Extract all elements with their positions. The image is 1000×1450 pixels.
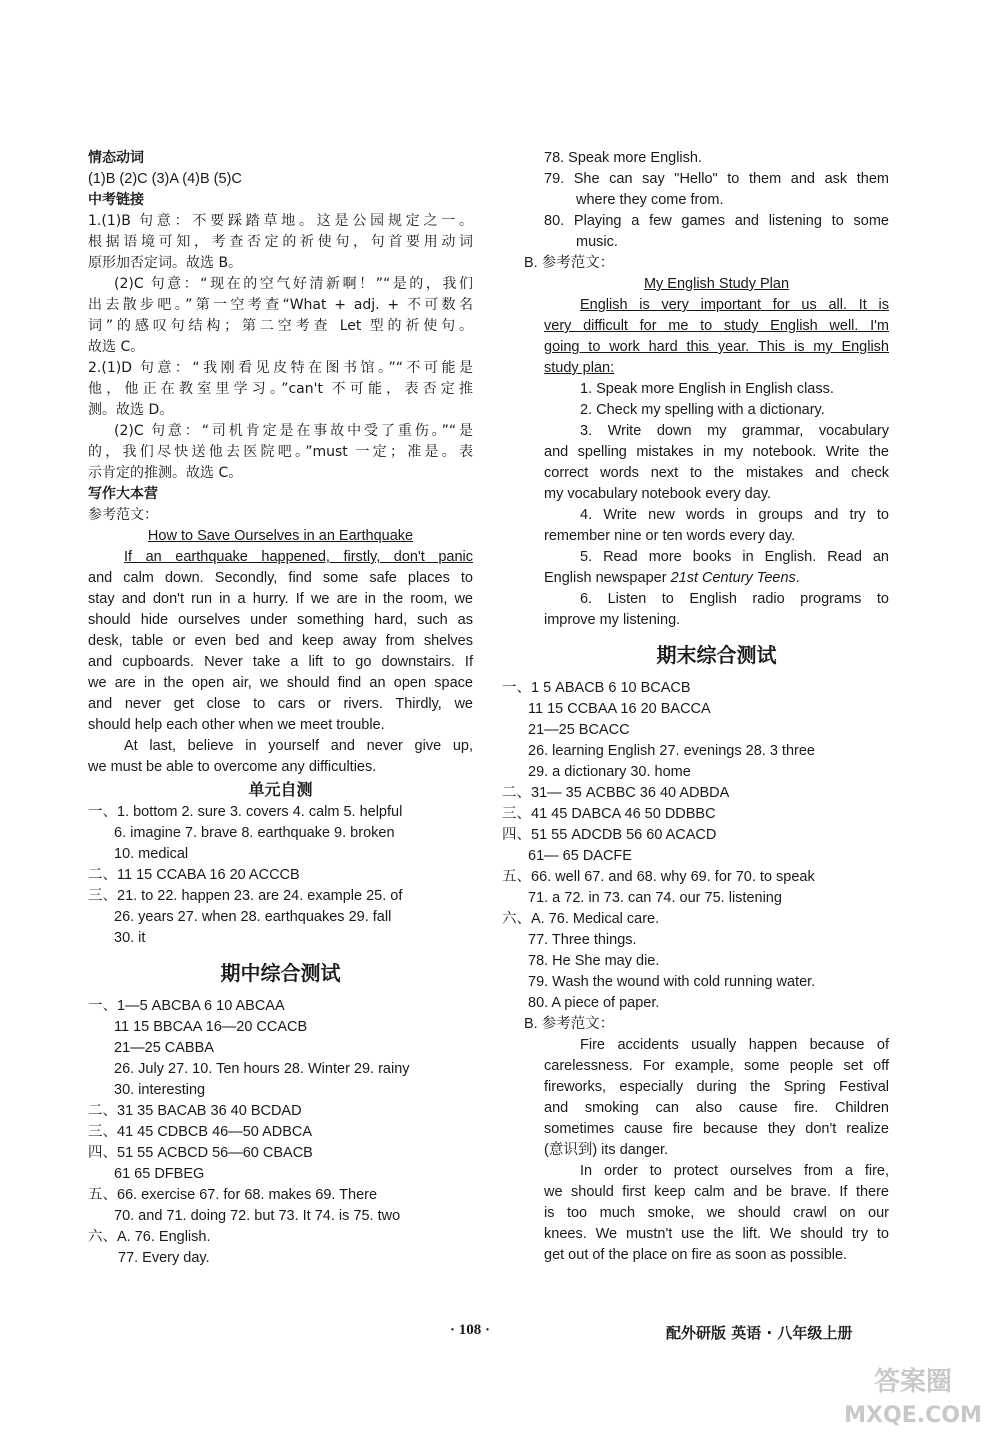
final-heading: 期末综合测试 (656, 643, 777, 667)
exam-link-line: (2)C 句意：“司机肯定是在事故中受了重伤。”“是 (114, 423, 473, 439)
final-line: 四、51 55 ADCDB 56 60 ACACD (502, 827, 717, 843)
exam-link-line: 测。故选 D。 (88, 402, 174, 418)
final-essay-line: we should first keep calm and be brave. If there (544, 1184, 889, 1200)
final-line: 五、66. well 67. and 68. why 69. for 70. to speak (502, 869, 815, 885)
unit-test-line: 6. imagine 7. brave 8. earthquake 9. broken (114, 825, 395, 841)
final-line: 78. He She may die. (528, 953, 660, 969)
study-plan-line: improve my listening. (544, 612, 681, 628)
midterm-line: 21—25 CABBA (114, 1040, 214, 1056)
newspaper-name: 21st Century Teens (670, 570, 796, 586)
essay-line: should hide ourselves under something hard, such as (88, 612, 473, 628)
final-line: 79. Wash the wound with cold running water. (528, 974, 816, 990)
final-essay-line: In order to protect ourselves from a fire, (580, 1163, 889, 1179)
study-plan-line: 3. Write down my grammar, vocabulary (580, 423, 889, 439)
exam-link-line: 示肯定的推测。故选 C。 (88, 465, 243, 481)
midterm-line: 61 65 DFBEG (114, 1166, 205, 1182)
midterm-line: 26. July 27. 10. Ten hours 28. Winter 29. rainy (114, 1061, 410, 1077)
watermark-url: MXQE.COM (844, 1403, 982, 1428)
study-plan-line: remember nine or ten words every day. (544, 528, 796, 544)
final-line: 26. learning English 27. evenings 28. 3 three (528, 743, 815, 759)
essay-line: we are in the open air, we should find an open space (88, 675, 473, 691)
study-plan-line: 5. Read more books in English. Read an (580, 549, 889, 565)
unit-test-line: 26. years 27. when 28. earthquakes 29. fall (114, 909, 392, 925)
watermark-logo (838, 1365, 988, 1445)
midterm-answer-line: 78. Speak more English. (544, 150, 702, 166)
midterm-line: 四、51 55 ACBCD 56—60 CBACB (88, 1145, 313, 1161)
midterm-line: 77. Every day. (118, 1250, 210, 1266)
final-line: 80. A piece of paper. (528, 995, 660, 1011)
exam-link-line: 根据语境可知，考查否定的祈使句，句首要用动词 (88, 234, 473, 250)
study-plan-line: study plan: (544, 360, 615, 376)
unit-test-line: 二、11 15 CCABA 16 20 ACCCB (88, 867, 300, 883)
study-plan-line: very difficult for me to study English well. I'm (544, 318, 889, 334)
left-column (88, 148, 473, 1269)
exam-link-line: 词”的感叹句结构；第二空考查 Let 型的祈使句。 (88, 318, 473, 334)
final-line: 77. Three things. (528, 932, 637, 948)
study-plan-line: my vocabulary notebook every day. (544, 486, 772, 502)
exam-link-line: 出去散步吧。”第一空考查“What + adj. + 不可数名 (88, 297, 473, 313)
essay-line: stay and don't run in a hurry. If we are in the room, we (88, 591, 473, 607)
study-plan-line: English is very important for us all. It is (580, 297, 889, 313)
midterm-line: 三、41 45 CDBCB 46—50 ADBCA (88, 1124, 313, 1140)
watermark-text: 答案圈 (873, 1367, 952, 1397)
midterm-line: 11 15 BBCAA 16—20 CCACB (114, 1019, 308, 1035)
study-plan-line: and spelling mistakes in my notebook. Write the (544, 444, 889, 460)
essay-line: desk, table or even bed and keep away from shelves (88, 633, 473, 649)
study-plan-line (544, 568, 889, 589)
exam-link-line: 1.(1)B 句意：不要踩踏草地。这是公园规定之一。 (88, 213, 473, 229)
modal-verbs-answers: (1)B (2)C (3)A (4)B (5)C (88, 171, 242, 187)
midterm-line: 五、66. exercise 67. for 68. makes 69. There (88, 1187, 378, 1203)
unit-test-line: 10. medical (114, 846, 189, 862)
midterm-line: 70. and 71. doing 72. but 73. It 74. is 75. two (114, 1208, 401, 1224)
final-line: 29. a dictionary 30. home (528, 764, 691, 780)
newspaper-end: . (795, 570, 800, 586)
final-essay-line: get out of the place on fire as soon as possible. (544, 1247, 848, 1263)
study-plan-text: English newspaper (544, 570, 671, 586)
final-line: 11 15 CCBAA 16 20 BACCA (528, 701, 711, 717)
essay-line: and calm down. Secondly, find some safe places to (88, 570, 473, 586)
book-info: 配外研版 英语 · 八年级上册 (666, 1324, 853, 1342)
essay-line: and never get close to cars or rivers. Thirdly, we (88, 696, 473, 712)
exam-link-line: 故选 C。 (88, 339, 145, 355)
writing-heading: 写作大本营 (88, 486, 158, 502)
essay-title: How to Save Ourselves in an Earthquake (147, 528, 414, 544)
final-essay-line: is too much smoke, we should crawl on our (544, 1205, 889, 1221)
final-line: 三、41 45 DABCA 46 50 DDBBC (502, 806, 716, 822)
exam-link-heading: 中考链接 (88, 192, 144, 208)
study-plan-line: 1. Speak more English in English class. (580, 381, 834, 397)
final-line: 一、1 5 ABACB 6 10 BCACB (502, 680, 691, 696)
midterm-answer-line: music. (576, 234, 618, 250)
exam-link-line: 的，我们尽快送他去医院吧。”must 一定；准是。表 (88, 444, 473, 460)
exam-link-line: 原形加否定词。故选 B。 (88, 255, 243, 271)
final-essay-line: sometimes cause fire because they don't realize (544, 1121, 889, 1137)
final-line: 二、31— 35 ACBBC 36 40 ADBDA (502, 785, 730, 801)
final-line: B. 参考范文： (524, 1016, 615, 1032)
modal-verbs-heading: 情态动词 (88, 150, 144, 166)
final-line: 61— 65 DACFE (528, 848, 632, 864)
study-plan-title: My English Study Plan (643, 276, 790, 292)
midterm-line: 30. interesting (114, 1082, 206, 1098)
exam-link-line: (2)C 句意：“现在的空气好清新啊！”“是的，我们 (114, 276, 473, 292)
study-plan-line: 6. Listen to English radio programs to (580, 591, 889, 607)
final-line: 71. a 72. in 73. can 74. our 75. listening (528, 890, 782, 906)
midterm-line: 一、1—5 ABCBA 6 10 ABCAA (88, 998, 285, 1014)
final-line: 21—25 BCACC (528, 722, 630, 738)
page-number: · 108 · (450, 1322, 491, 1338)
unit-test-heading: 单元自测 (248, 780, 313, 799)
midterm-heading: 期中综合测试 (220, 961, 341, 985)
right-column (502, 148, 889, 1266)
midterm-line: 二、31 35 BACAB 36 40 BCDAD (88, 1103, 302, 1119)
study-plan-line: correct words next to the mistakes and check (544, 465, 889, 481)
midterm-answer-line: 80. Playing a few games and listening to some (544, 213, 889, 229)
exam-link-line: 他，他正在教室里学习。”can't 不可能，表否定推 (88, 381, 473, 397)
essay-line: we must be able to overcome any difficulties. (88, 759, 377, 775)
unit-test-line: 30. it (114, 930, 146, 946)
final-essay-line: knees. We mustn't use the lift. We should try to (544, 1226, 889, 1242)
essay-line: and cupboards. Never take a lift to go downstairs. If (88, 654, 473, 670)
essay-line: should help each other when we meet trouble. (88, 717, 385, 733)
unit-test-line: 一、1. bottom 2. sure 3. covers 4. calm 5. helpful (88, 804, 403, 820)
essay-line: At last, believe in yourself and never give up, (124, 738, 473, 754)
midterm-line: 六、A. 76. English. (88, 1229, 211, 1245)
exam-link-line: 2.(1)D 句意：“我刚看见皮特在图书馆。”“不可能是 (88, 360, 473, 376)
study-plan-line: 4. Write new words in groups and try to (580, 507, 889, 523)
unit-test-line: 三、21. to 22. happen 23. are 24. example 25. of (88, 888, 403, 904)
midterm-answer-line: where they come from. (576, 192, 724, 208)
final-essay-line: Fire accidents usually happen because of (580, 1037, 889, 1053)
study-plan-line: 2. Check my spelling with a dictionary. (580, 402, 825, 418)
essay-line: If an earthquake happened, firstly, don't panic (124, 549, 473, 565)
final-essay-line: carelessness. For example, some people set off (544, 1058, 889, 1074)
midterm-writing-label: B. 参考范文： (524, 255, 615, 271)
study-plan-line: going to work hard this year. This is my English (544, 339, 889, 355)
final-essay-line: (意识到) its danger. (544, 1142, 669, 1158)
midterm-answer-line: 79. She can say "Hello" to them and ask them (544, 171, 889, 187)
writing-sample-label: 参考范文： (88, 507, 158, 523)
final-essay-line: fireworks, especially during the Spring Festival (544, 1079, 889, 1095)
final-line: 六、A. 76. Medical care. (502, 911, 660, 927)
final-essay-line: and smoking can also cause fire. Children (544, 1100, 889, 1116)
